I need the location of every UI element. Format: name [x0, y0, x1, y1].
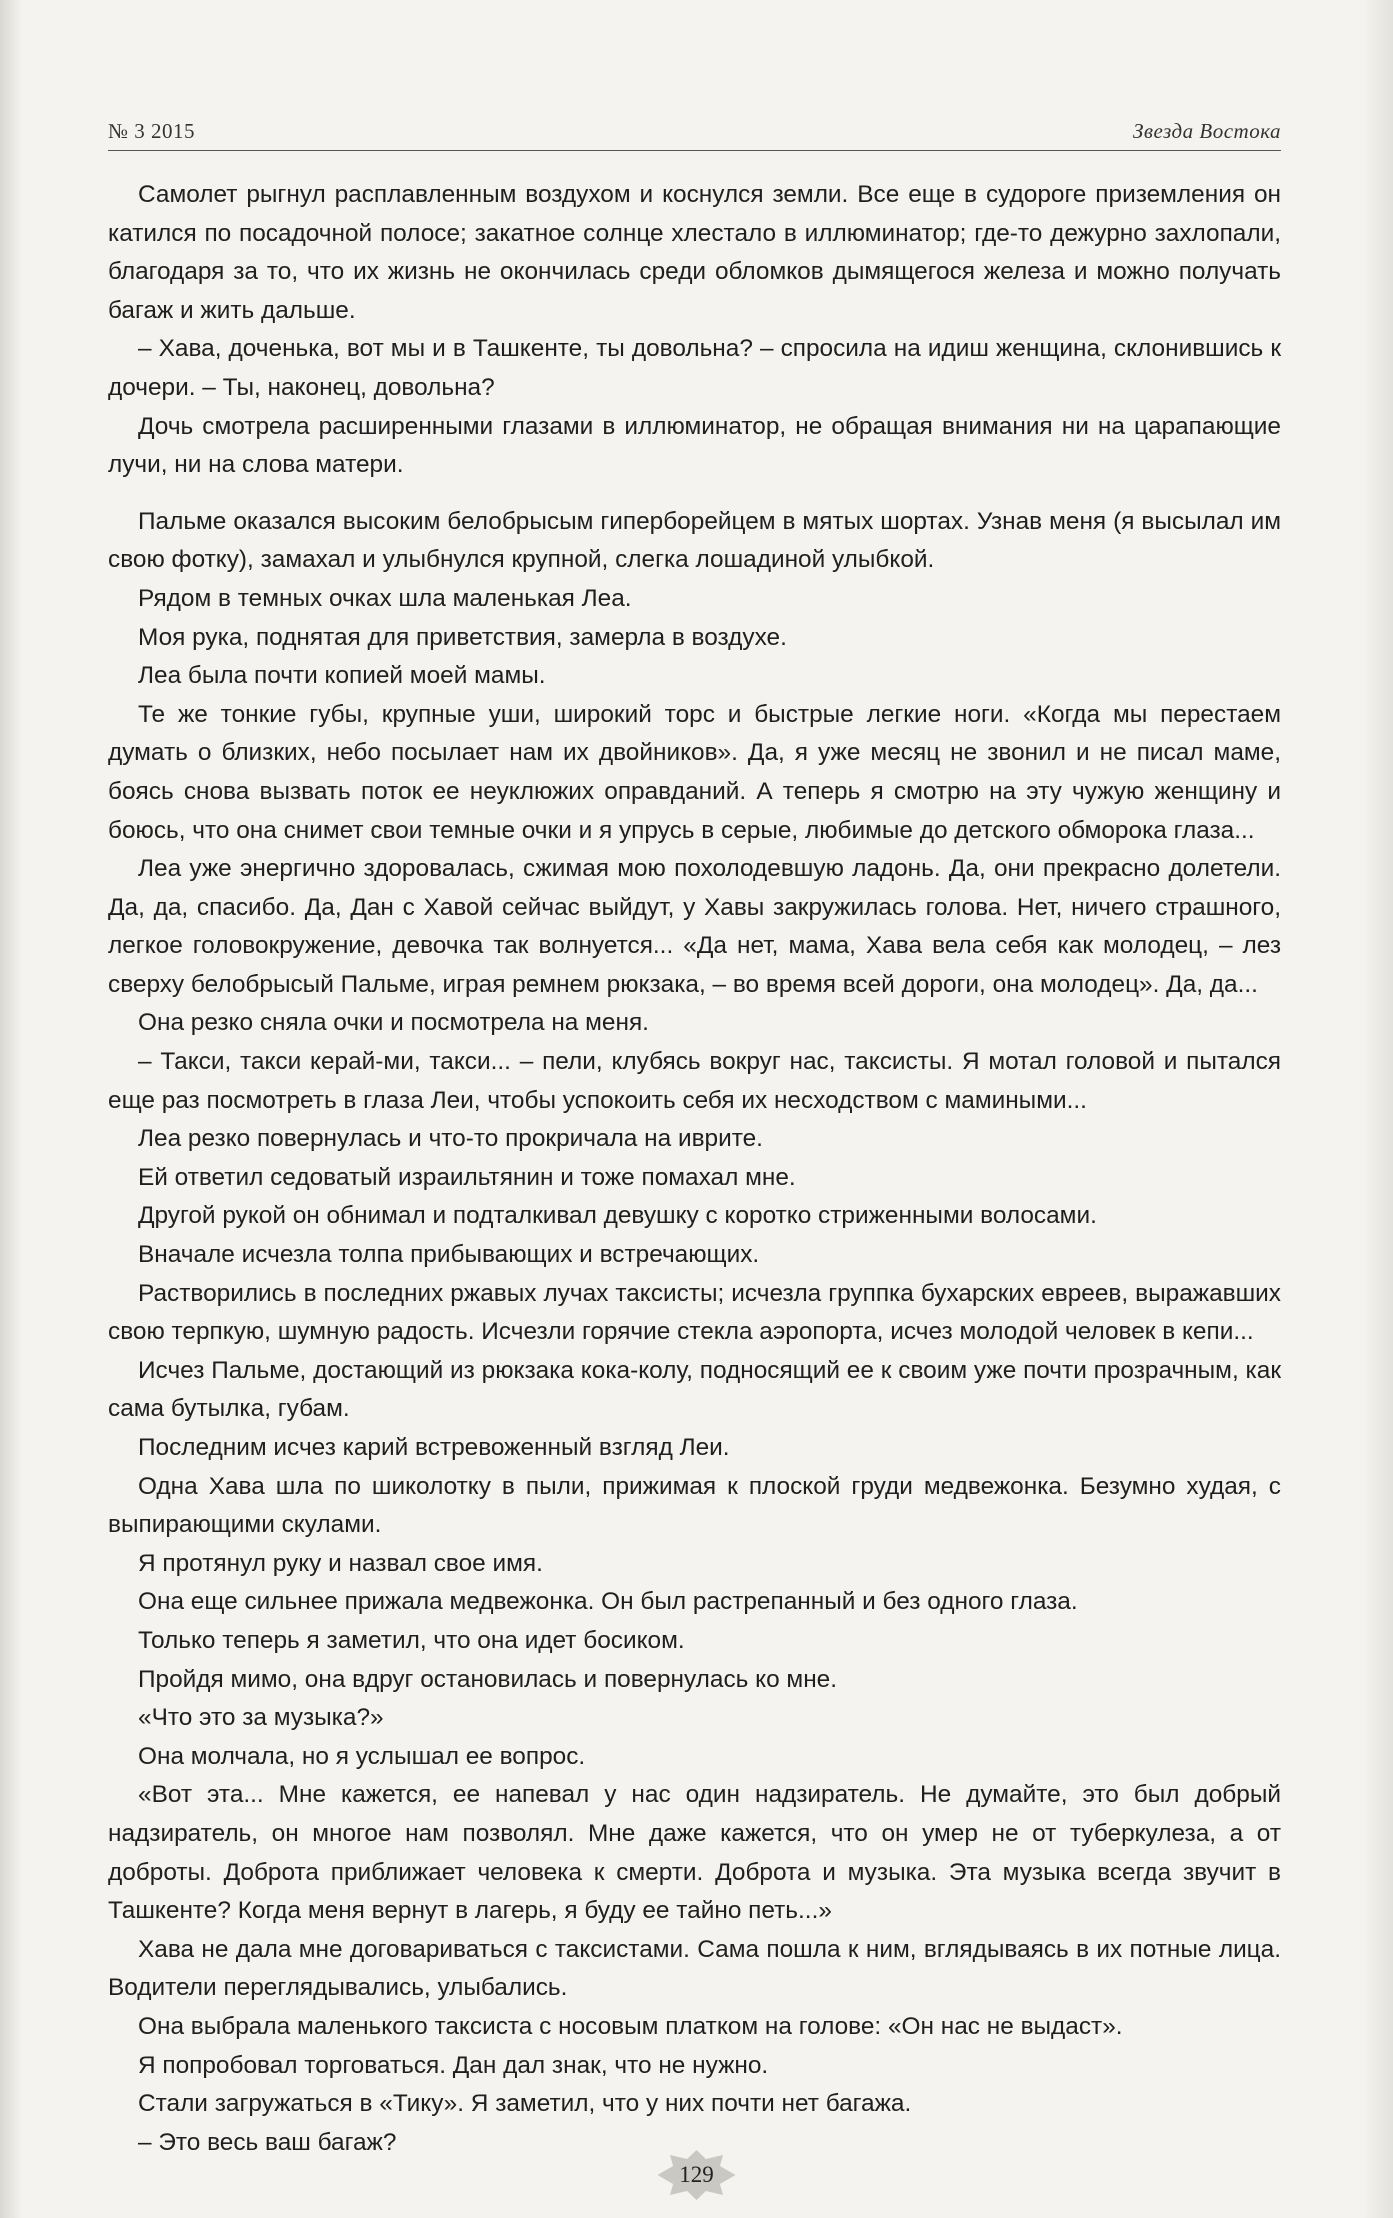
paragraph: – Хава, доченька, вот мы и в Ташкенте, ты довольна? – спросила на идиш женщина, склонившись к дочери. – Ты, наконец, довольна? [108, 335, 1281, 401]
page-number [658, 2150, 736, 2200]
paragraph: Хава не дала мне договариваться с таксистами. Сама пошла к ним, вглядываясь в их потные лица. Водители переглядывались, улыбались. [108, 1935, 1281, 2002]
paragraph: Те же тонкие губы, крупные уши, широкий торс и быстрые легкие ноги. «Когда мы перестаем думать о близких, небо посылает нам их двойников». Да, я уже месяц не звонил и не писал маме, боясь снова вызвать поток ее неуклюжих оправданий. А теперь я смотрю на эту чужую женщину и боюсь, что она снимет свои темные очки и я упрусь в серые, любимые до детского обморока глаза... [108, 700, 1281, 844]
paragraph: «Вот эта... Мне кажется, ее напевал у нас один надзиратель. Не думайте, это был добрый надзиратель, он многое нам позволял. Мне даже кажется, что он умер не от туберкулеза, а от доброты. Доброта приближает человека к смерти. Доброта и музыка. Эта музыка всегда звучит в Ташкенте? Когда меня вернут в лагерь, я буду ее тайно петь...» [108, 1781, 1281, 1925]
page-number-label: 129 [679, 2162, 714, 2187]
paragraph: Вначале исчезла толпа прибывающих и встречающих. [138, 1241, 760, 1269]
paragraph: Другой рукой он обнимал и подталкивал девушку с коротко стриженными волосами. [138, 1202, 1097, 1230]
paragraph: Ей ответил седоватый израильтянин и тоже помахал мне. [138, 1163, 796, 1191]
journal-title: Звезда Востока [1133, 119, 1281, 143]
paragraph: Она резко сняла очки и посмотрела на меня. [138, 1009, 649, 1037]
paragraph: Я попробовал торговаться. Дан дал знак, что не нужно. [138, 2051, 769, 2079]
paragraph: Леа была почти копией моей мамы. [138, 662, 546, 690]
paragraph: Стали загружаться в «Тику». Я заметил, что у них почти нет багажа. [138, 2090, 912, 2118]
page-edge-right [1363, 0, 1393, 2218]
paragraph: Моя рука, поднятая для приветствия, замерла в воздухе. [138, 623, 787, 651]
paragraph: Пройдя мимо, она вдруг остановилась и повернулась ко мне. [138, 1665, 838, 1693]
page-edge-left [0, 0, 22, 2218]
paragraph: Растворились в последних ржавых лучах таксисты; исчезла группка бухарских евреев, выражавших свою терпкую, шумную радость. Исчезли горячие стекла аэропорта, исчез молодой человек в кепи... [108, 1279, 1281, 1346]
paragraph: Исчез Пальме, достающий из рюкзака кока-колу, подносящий ее к своим уже почти прозрачным, как сама бутылка, губам. [108, 1356, 1281, 1423]
paragraph: Только теперь я заметил, что она идет босиком. [138, 1626, 685, 1654]
paragraph: Она молчала, но я услышал ее вопрос. [138, 1742, 586, 1770]
paragraph: Рядом в темных очках шла маленькая Леа. [138, 584, 632, 612]
running-header [108, 108, 1281, 144]
body-text [108, 176, 1281, 2162]
paragraph: Пальме оказался высоким белобрысым гиперборейцем в мятых шортах. Узнав меня (я высылал им свою фотку), замахал и улыбнулся крупной, слегка лошадиной улыбкой. [108, 507, 1281, 574]
paragraph: – Такси, такси керай-ми, такси... – пели, клубясь вокруг нас, таксисты. Я мотал головой и пытался еще раз посмотреть в глаза Леи, чтобы успокоить себя их несходством с мамиными... [108, 1048, 1281, 1114]
paragraph: Она выбрала маленького таксиста с носовым платком на голове: «Он нас не выдаст». [138, 2012, 1123, 2040]
paragraph: Самолет рыгнул расплавленным воздухом и коснулся земли. Все еще в судороге приземления он катился по посадочной полосе; закатное солнце хлестало в иллюминатор; где-то дежурно захлопали, благодаря за то, что их жизнь не окончилась среди обломков дымящегося железа и можно получать багаж и жить дальше. [108, 181, 1281, 324]
paragraph: Леа резко повернулась и что-то прокричала на иврите. [138, 1125, 763, 1153]
paragraph: – Это весь ваш багаж? [138, 2128, 397, 2156]
paragraph: Она еще сильнее прижала медвежонка. Он был растрепанный и без одного глаза. [138, 1588, 1078, 1616]
issue-number: № 3 2015 [108, 119, 196, 143]
paragraph: Последним исчез карий встревоженный взгляд Леи. [138, 1434, 730, 1461]
paragraph: Одна Хава шла по шиколотку в пыли, прижимая к плоской груди медвежонка. Безумно худая, с выпирающими скулами. [108, 1472, 1281, 1539]
paragraph: Леа уже энергично здоровалась, сжимая мою похолодевшую ладонь. Да, они прекрасно долетели. Да, да, спасибо. Да, Дан с Хавой сейчас выйдут, у Хавы закружилась голова. Нет, ничего страшного, легкое головокружение, девочка так волнуется... «Да нет, мама, Хава вела себя как молодец, – лез сверху белобрысый Пальме, играя ремнем рюкзака, – во время всей дороги, она молодец». Да, да... [108, 855, 1281, 998]
header-rule [108, 150, 1281, 151]
paragraph: Я протянул руку и назвал свое имя. [138, 1549, 543, 1577]
paragraph: «Что это за музыка?» [138, 1704, 384, 1732]
paragraph: Дочь смотрела расширенными глазами в иллюминатор, не обращая внимания ни на царапающие лучи, ни на слова матери. [108, 412, 1281, 479]
